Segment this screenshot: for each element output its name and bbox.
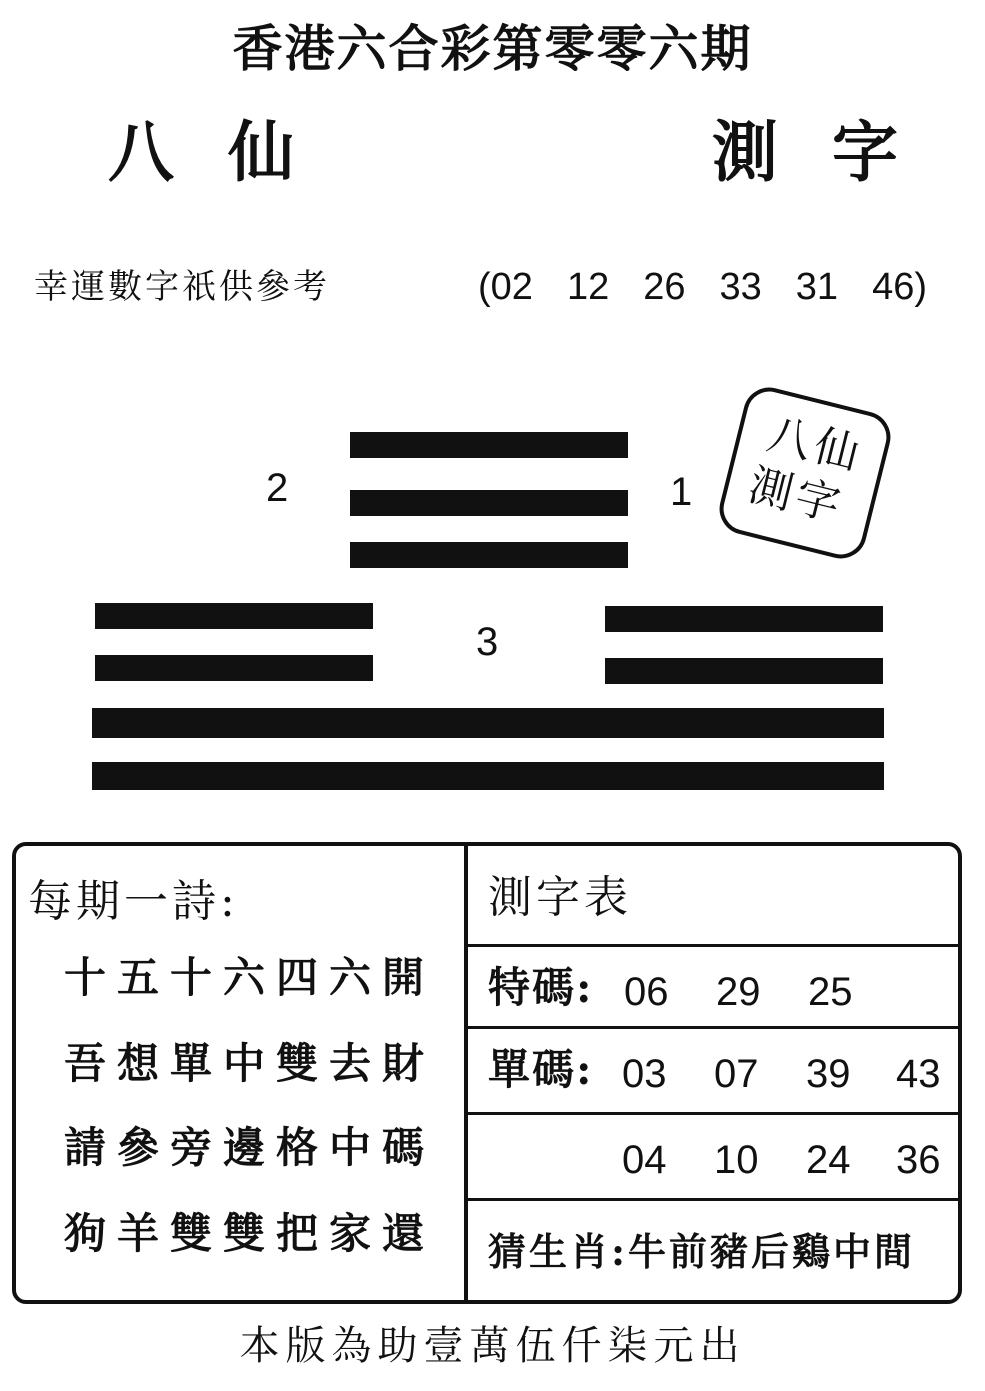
lucky-number: 02 — [490, 266, 533, 308]
extra-number: 10 — [714, 1138, 759, 1182]
hexagram-label-3: 3 — [476, 620, 499, 664]
stamp-line-1: 八仙 — [762, 408, 868, 482]
lucky-open-paren: ( — [478, 266, 491, 308]
hexagram-label-1: 1 — [670, 470, 693, 514]
hexagram-bar-left-1 — [95, 603, 373, 629]
zodiac-guess: 猜生肖:牛前豬后鷄中間 — [488, 1229, 916, 1274]
stamp-line-2: 測字 — [743, 459, 849, 533]
brand-left: 八仙 — [108, 113, 348, 191]
special-number-label: 特碼: — [488, 963, 594, 1012]
hexagram-bar-full-1 — [92, 708, 884, 738]
special-number: 29 — [716, 970, 761, 1014]
page-title: 香港六合彩第零零六期 — [232, 20, 753, 78]
extra-number: 24 — [806, 1138, 851, 1182]
lucky-number: 26 — [643, 266, 686, 308]
lucky-numbers — [478, 262, 927, 312]
hexagram-bar-right-2 — [605, 658, 883, 684]
single-number: 03 — [622, 1052, 667, 1096]
hexagram-bar-full-2 — [92, 762, 884, 790]
table-heading: 測字表 — [488, 872, 632, 923]
lucky-numbers-label: 幸運數字祇供參考 — [34, 267, 330, 307]
single-number: 39 — [806, 1052, 851, 1096]
seal-stamp — [714, 382, 896, 564]
hexagram-bar-top-1 — [350, 432, 628, 458]
extra-number: 36 — [896, 1138, 941, 1182]
poem-line: 吾想單中雙去財 — [64, 1039, 436, 1088]
single-number-label: 單碼: — [488, 1045, 594, 1094]
panel-divider-row-4 — [466, 1198, 960, 1201]
lucky-close-paren: ) — [914, 266, 927, 308]
special-number: 06 — [624, 970, 669, 1014]
lucky-number: 46 — [872, 266, 915, 308]
panel-divider-row-2 — [466, 1026, 960, 1029]
hexagram-bar-top-2 — [350, 490, 628, 516]
poem-line: 狗羊雙雙把家還 — [64, 1209, 436, 1258]
lucky-number: 31 — [795, 266, 839, 308]
lucky-number: 33 — [719, 266, 762, 308]
special-number: 25 — [808, 970, 853, 1014]
single-number: 43 — [896, 1052, 941, 1096]
lucky-number: 12 — [566, 266, 610, 308]
panel-divider-vertical — [464, 842, 468, 1304]
hexagram-bar-right-1 — [605, 606, 883, 632]
extra-number: 04 — [622, 1138, 667, 1182]
panel-divider-row-1 — [466, 944, 960, 947]
poem-heading: 每期一詩: — [28, 876, 239, 927]
poem-line: 請參旁邊格中碼 — [64, 1123, 436, 1172]
footer-text: 本版為助壹萬伍仟柒元出 — [239, 1323, 746, 1369]
brand-right: 測字 — [712, 113, 952, 191]
hexagram-bar-left-2 — [95, 655, 373, 681]
poem-line: 十五十六四六開 — [64, 953, 436, 1002]
hexagram-label-2: 2 — [266, 466, 289, 510]
hexagram-bar-top-3 — [350, 542, 628, 568]
panel-divider-row-3 — [466, 1112, 960, 1115]
single-number: 07 — [714, 1052, 759, 1096]
